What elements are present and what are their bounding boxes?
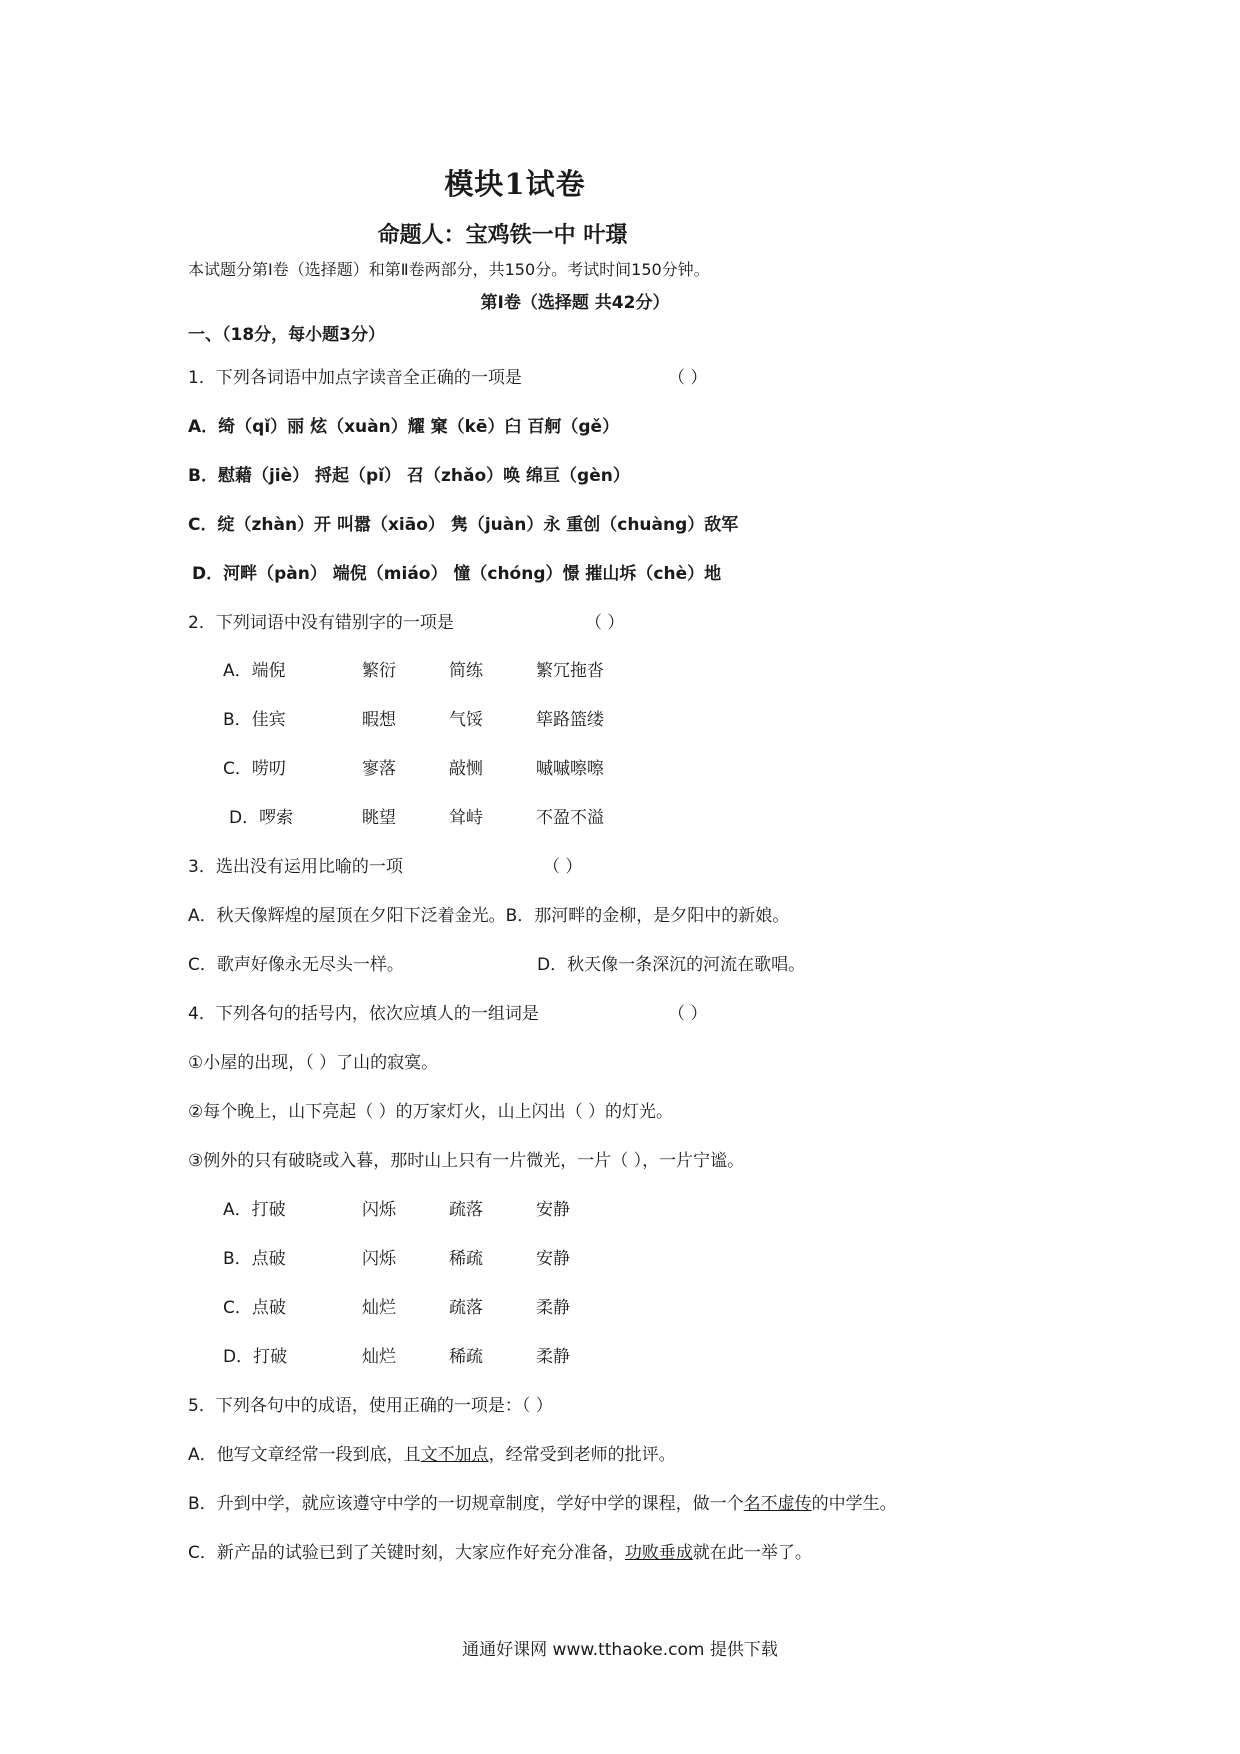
q2-d-word4: 不盈不溢 — [536, 808, 604, 828]
q5-b-idiom: 名不虚传 — [743, 1494, 812, 1514]
q5-b-text-before: B．升到中学，就应该遵守中学的一切规章制度，学好中学的课程，做一个 — [188, 1494, 744, 1514]
q5-a-text-after: ，经常受到老师的批评。 — [488, 1445, 676, 1465]
q2-a-word4: 繁冗拖沓 — [536, 661, 604, 681]
q2-c-word1: C．唠叨 — [223, 759, 286, 779]
q3-option-ab: A．秋天像辉煌的屋顶在夕阳下泛着金光。B．那河畔的金柳，是夕阳中的新娘。 — [188, 906, 790, 926]
page-footer: 通通好课网 www.tthaoke.com 提供下载 — [462, 1640, 778, 1660]
q5-option-a — [188, 1440, 676, 1465]
q4-a-word4: 安静 — [536, 1200, 570, 1220]
q1-option-a: A．绮（qǐ）丽 炫（xuàn）耀 窠（kē）臼 百舸（gě） — [188, 417, 620, 437]
intro-text: 本试题分第Ⅰ卷（选择题）和第Ⅱ卷两部分，共150分。考试时间150分钟。 — [188, 260, 710, 279]
q5-c-text-before: C．新产品的试验已到了关键时刻，大家应作好充分准备， — [188, 1543, 625, 1563]
q5-stem: 5．下列各句中的成语，使用正确的一项是：（ ） — [188, 1396, 553, 1416]
q2-c-word4: 嘁嘁嚓嚓 — [536, 759, 604, 779]
q2-b-word4: 筚路篮缕 — [536, 710, 604, 730]
q1-stem: 1．下列各词语中加点字读音全正确的一项是 — [188, 368, 522, 388]
q4-c-word2: 灿烂 — [362, 1298, 396, 1318]
q1-option-b: B．慰藉（jiè） 捋起（pǐ） 召（zhǎo）唤 绵亘（gèn） — [188, 466, 630, 486]
q5-option-b — [188, 1489, 897, 1514]
q4-b-word1: B．点破 — [223, 1249, 286, 1269]
q4-sentence-1: ①小屋的出现，（ ）了山的寂寞。 — [188, 1053, 439, 1073]
q1-option-d: D．河畔（pàn） 端倪（miáo） 憧（chóng）憬 摧山坼（chè）地 — [192, 564, 722, 584]
q4-answer-blank: （ ） — [668, 1004, 708, 1024]
page-title: 模块1试卷 — [444, 167, 586, 201]
q2-a-word2: 繁衍 — [362, 661, 396, 681]
volume-heading: 第Ⅰ卷（选择题 共42分） — [480, 293, 670, 313]
q3-answer-blank: （ ） — [543, 857, 583, 877]
q2-a-word1: A．端倪 — [223, 661, 286, 681]
q4-d-word1: D．打破 — [223, 1347, 288, 1367]
q2-answer-blank: （ ） — [585, 613, 625, 633]
q3-option-c: C．歌声好像永无尽头一样。 — [188, 955, 404, 975]
q2-stem: 2．下列词语中没有错别字的一项是 — [188, 613, 454, 633]
q4-b-word2: 闪烁 — [362, 1249, 396, 1269]
q4-d-word2: 灿烂 — [362, 1347, 396, 1367]
q2-b-word2: 暇想 — [362, 710, 396, 730]
q4-d-word4: 柔静 — [536, 1347, 570, 1367]
q3-option-d: D．秋天像一条深沉的河流在歌唱。 — [537, 955, 806, 975]
q5-a-text-before: A．他写文章经常一段到底，且 — [188, 1445, 421, 1465]
q2-b-word3: 气馁 — [449, 710, 483, 730]
q4-b-word4: 安静 — [536, 1249, 570, 1269]
q5-c-text-after: 就在此一举了。 — [692, 1543, 812, 1563]
q4-b-word3: 稀疏 — [449, 1249, 483, 1269]
q1-option-c: C．绽（zhàn）开 叫嚣（xiāo） 隽（juàn）永 重创（chuàng）敌军 — [188, 515, 739, 535]
q5-a-idiom: 文不加点 — [420, 1445, 489, 1465]
q4-a-word2: 闪烁 — [362, 1200, 396, 1220]
q2-d-word3: 耸峙 — [449, 808, 483, 828]
q5-option-c — [188, 1538, 812, 1563]
q4-c-word4: 柔静 — [536, 1298, 570, 1318]
q4-sentence-2: ②每个晚上，山下亮起（ ）的万家灯火，山上闪出（ ）的灯光。 — [188, 1102, 674, 1122]
q2-d-word2: 眺望 — [362, 808, 396, 828]
q5-c-idiom: 功败垂成 — [624, 1543, 693, 1563]
q2-c-word2: 寥落 — [362, 759, 396, 779]
q1-answer-blank: （ ） — [668, 368, 708, 388]
q2-a-word3: 简练 — [449, 661, 483, 681]
q3-stem: 3．选出没有运用比喻的一项 — [188, 857, 403, 877]
q4-a-word1: A．打破 — [223, 1200, 286, 1220]
q4-a-word3: 疏落 — [449, 1200, 483, 1220]
author-line: 命题人：宝鸡铁一中 叶璟 — [377, 223, 628, 248]
q2-b-word1: B．佳宾 — [223, 710, 286, 730]
q4-d-word3: 稀疏 — [449, 1347, 483, 1367]
q2-c-word3: 敲恻 — [449, 759, 483, 779]
q5-b-text-after: 的中学生。 — [811, 1494, 897, 1514]
q2-d-word1: D．啰索 — [229, 808, 294, 828]
q4-sentence-3: ③例外的只有破晓或入暮，那时山上只有一片微光，一片（ ），一片宁谧。 — [188, 1151, 745, 1171]
q4-c-word1: C．点破 — [223, 1298, 286, 1318]
q4-c-word3: 疏落 — [449, 1298, 483, 1318]
section-heading: 一、（18分，每小题3分） — [188, 325, 385, 345]
q4-stem: 4．下列各句的括号内，依次应填人的一组词是 — [188, 1004, 539, 1024]
